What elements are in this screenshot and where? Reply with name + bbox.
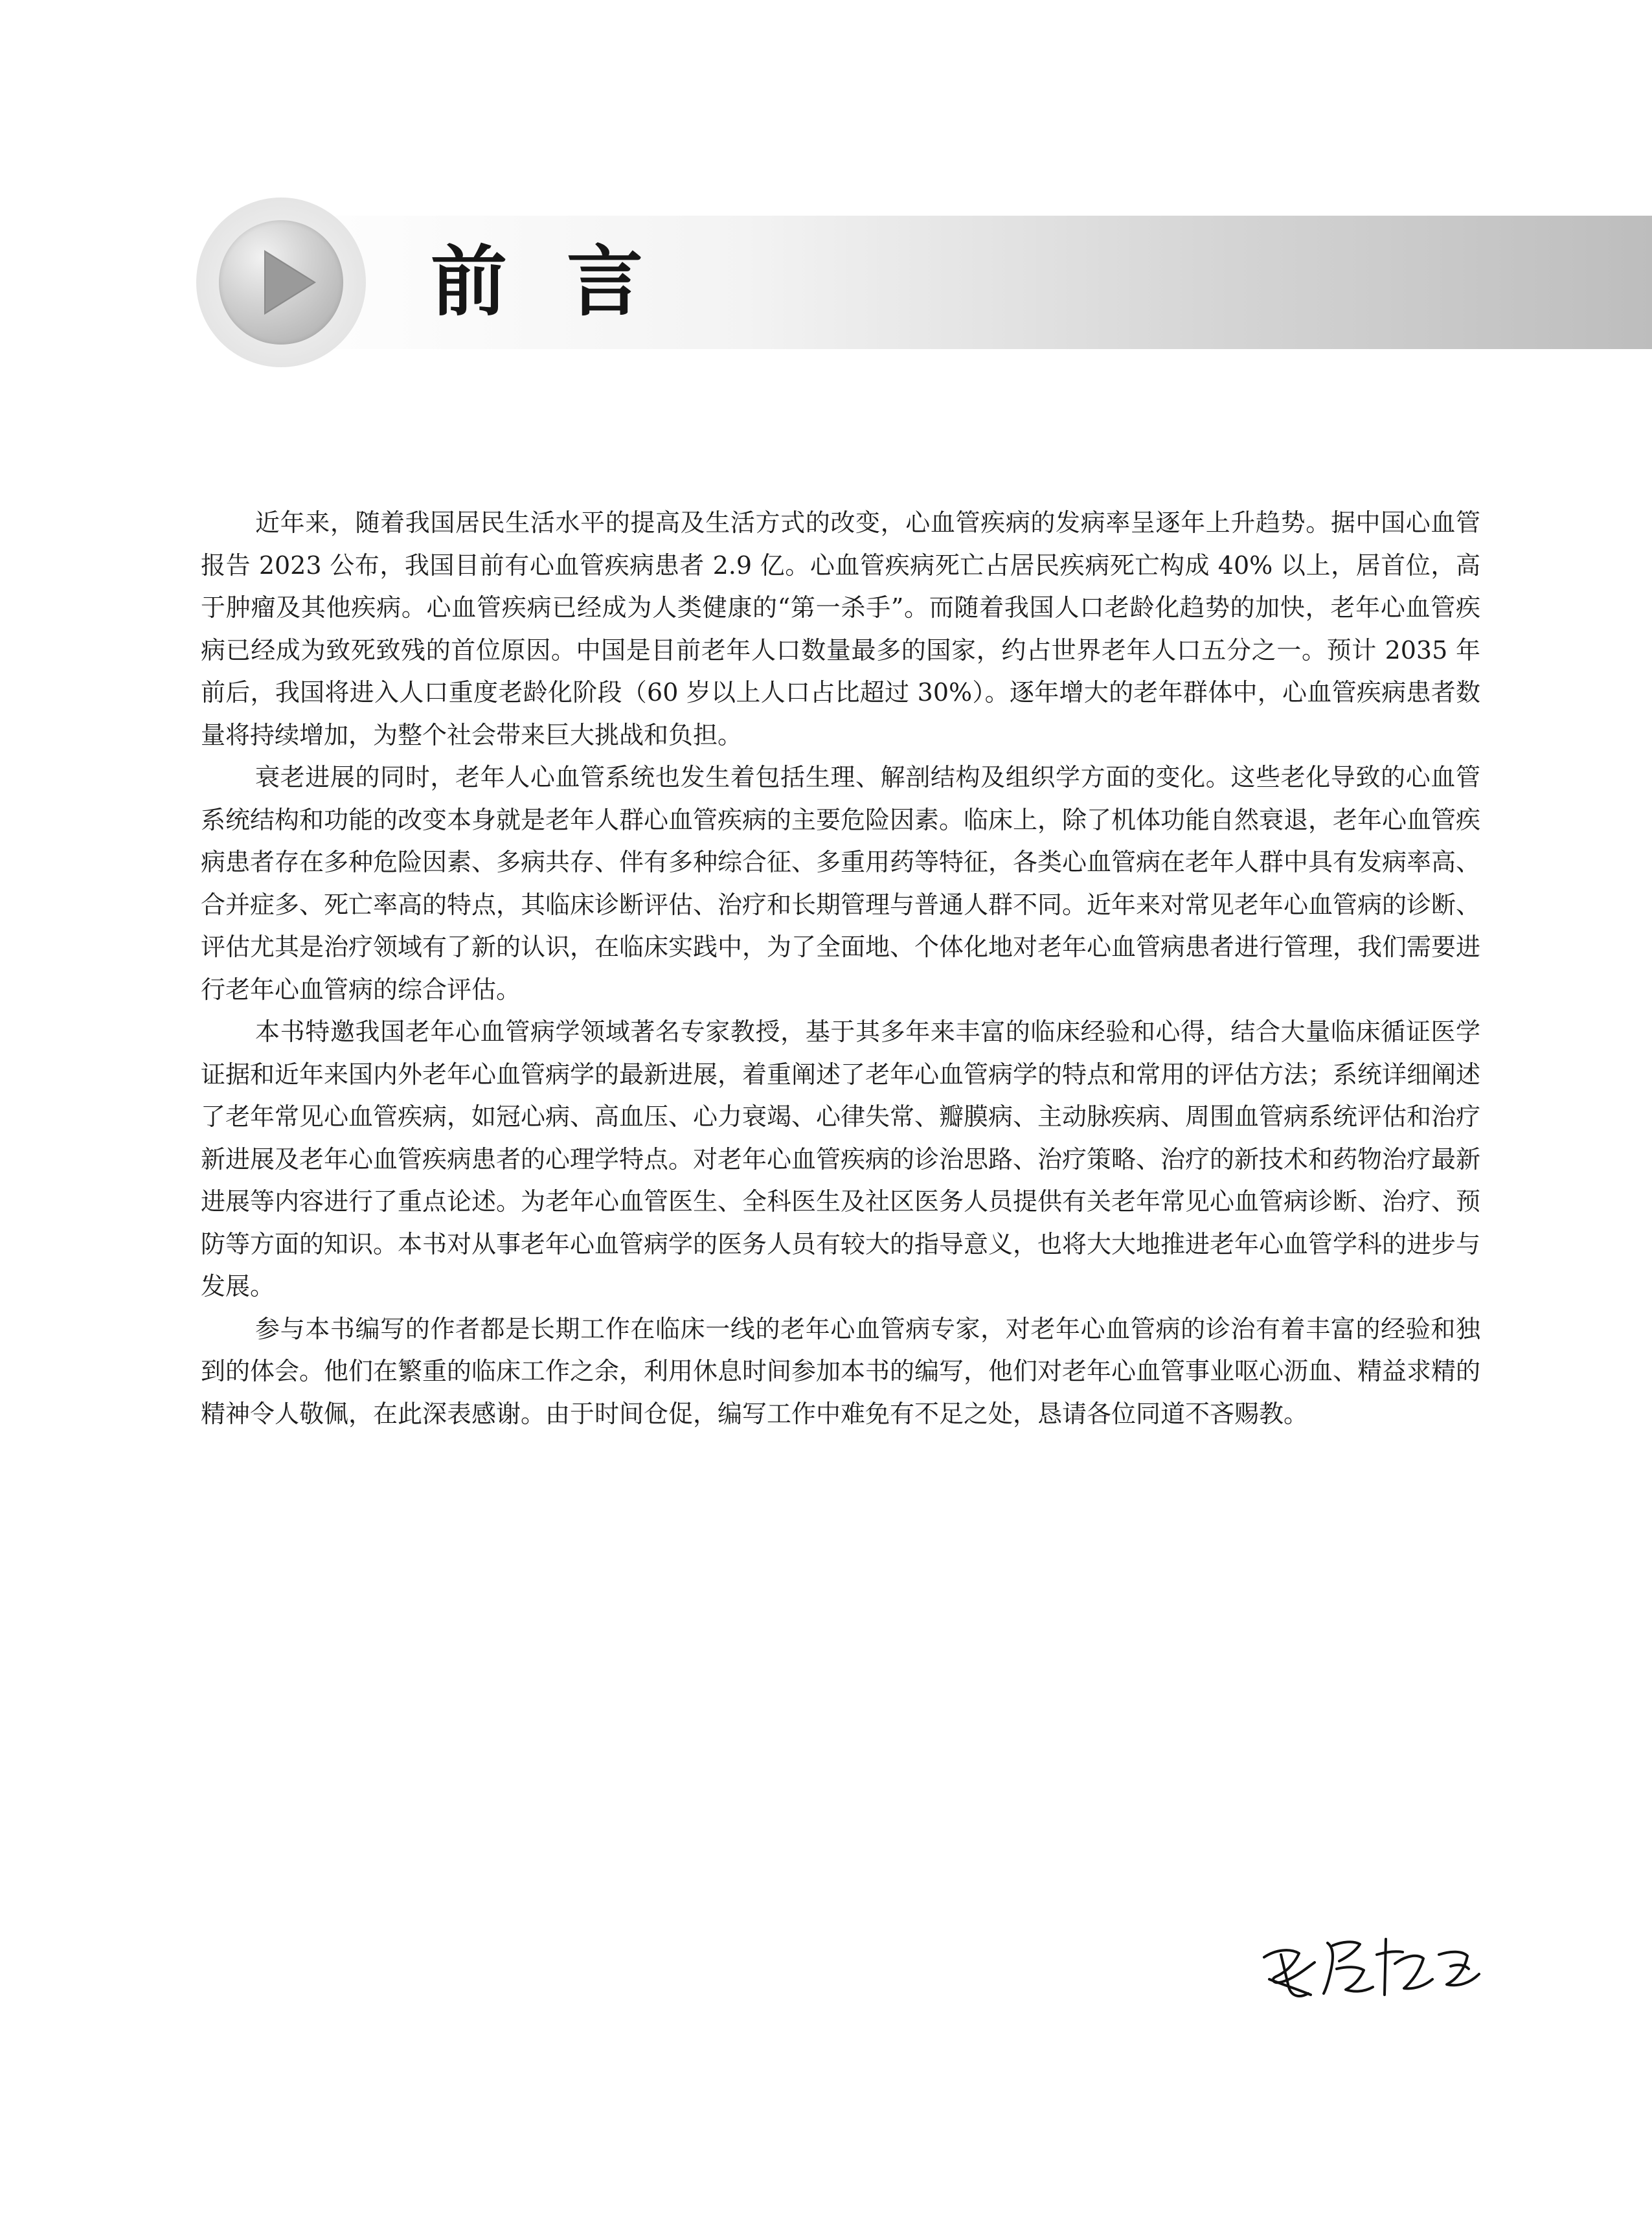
paragraph-1: 近年来，随着我国居民生活水平的提高及生活方式的改变，心血管疾病的发病率呈逐年上升趋势。据中国心血管报告 2023 公布，我国目前有心血管疾病患者 2.9 亿。心血管疾病死亡占居民疾病死亡构成 40% 以上，居首位，高于肿瘤及其他疾病。心血管疾病已经成为人类健康的“第一杀手”。而随着我国人口老龄化趋势的加快，老年心血管疾病已经成为致死致残的首位原因。中国是目前老年人口数量最多的国家，约占世界老年人口五分之一。预计 2035 年前后，我国将进入人口重度老龄化阶段（60 岁以上人口占比超过 30%）。逐年增大的老年群体中，心血管疾病患者数量将持续增加，为整个社会带来巨大挑战和负担。 [201, 508, 1480, 749]
play-triangle-icon [219, 220, 343, 345]
signature-icon [1256, 1917, 1489, 2008]
preface-body [201, 502, 1480, 1435]
play-icon [219, 220, 343, 345]
paragraph-2: 衰老进展的同时，老年人心血管系统也发生着包括生理、解剖结构及组织学方面的变化。这些老化导致的心血管系统结构和功能的改变本身就是老年人群心血管疾病的主要危险因素。临床上，除了机体功能自然衰退，老年心血管疾病患者存在多种危险因素、多病共存、伴有多种综合征、多重用药等特征，各类心血管病在老年人群中具有发病率高、合并症多、死亡率高的特点，其临床诊断评估、治疗和长期管理与普通人群不同。近年来对常见老年心血管病的诊断、评估尤其是治疗领域有了新的认识，在临床实践中，为了全面地、个体化地对老年心血管病患者进行管理，我们需要进行老年心血管病的综合评估。 [201, 763, 1481, 1004]
page-title: 前言 [431, 237, 703, 326]
paragraph-3: 本书特邀我国老年心血管病学领域著名专家教授，基于其多年来丰富的临床经验和心得，结合大量临床循证医学证据和近年来国内外老年心血管病学的最新进展，着重阐述了老年心血管病学的特点和常用的评估方法；系统详细阐述了老年常见心血管疾病，如冠心病、高血压、心力衰竭、心律失常、瓣膜病、主动脉疾病、周围血管病系统评估和治疗新进展及老年心血管疾病患者的心理学特点。对老年心血管疾病的诊治思路、治疗策略、治疗的新技术和药物治疗最新进展等内容进行了重点论述。为老年心血管医生、全科医生及社区医务人员提供有关老年常见心血管病诊断、治疗、预防等方面的知识。本书对从事老年心血管病学的医务人员有较大的指导意义，也将大大地推进老年心血管学科的进步与发展。 [201, 1017, 1481, 1300]
author-signature [1256, 1917, 1489, 2008]
paragraph-4: 参与本书编写的作者都是长期工作在临床一线的老年心血管病专家，对老年心血管病的诊治有着丰富的经验和独到的体会。他们在繁重的临床工作之余，利用休息时间参加本书的编写，他们对老年心血管事业呕心沥血、精益求精的精神令人敬佩，在此深表感谢。由于时间仓促，编写工作中难免有不足之处，恳请各位同道不吝赐教。 [201, 1314, 1481, 1428]
